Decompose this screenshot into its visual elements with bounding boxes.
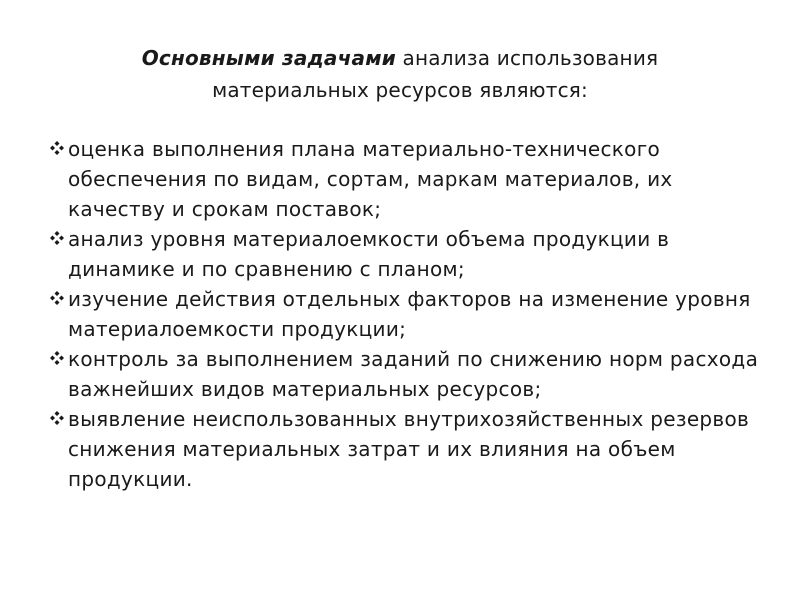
list-item-text: оценка выполнения плана материально-технического обеспечения по видам, сортам, маркам материалов, их качеству и срокам поставок; bbox=[68, 137, 673, 221]
list-item-text: выявление неиспользованных внутрихозяйственных резервов снижения материальных затрат и их влияния на объем продукции. bbox=[68, 407, 750, 491]
list-item bbox=[48, 344, 768, 404]
list-item bbox=[48, 134, 768, 224]
list-item-text: анализ уровня материалоемкости объема продукции в динамике и по сравнению с планом; bbox=[68, 227, 670, 281]
four-diamond-bullet-icon bbox=[50, 351, 64, 365]
title-line-2: материальных ресурсов являются: bbox=[212, 78, 588, 102]
list-item bbox=[48, 224, 768, 284]
four-diamond-bullet-icon bbox=[50, 141, 64, 155]
four-diamond-bullet-icon bbox=[50, 411, 64, 425]
list-item bbox=[48, 284, 768, 344]
slide-title bbox=[90, 42, 710, 106]
four-diamond-bullet-icon bbox=[50, 291, 64, 305]
list-item-text: изучение действия отдельных факторов на изменение уровня материалоемкости продукции; bbox=[68, 287, 751, 341]
task-list bbox=[48, 134, 768, 494]
title-line-1-rest: анализа использования bbox=[395, 46, 659, 70]
title-lead: Основными задачами bbox=[141, 46, 396, 70]
list-item-text: контроль за выполнением заданий по снижению норм расхода важнейших видов материальных ресурсов; bbox=[68, 347, 759, 401]
list-item bbox=[48, 404, 768, 494]
four-diamond-bullet-icon bbox=[50, 231, 64, 245]
title-line-1 bbox=[90, 42, 710, 74]
